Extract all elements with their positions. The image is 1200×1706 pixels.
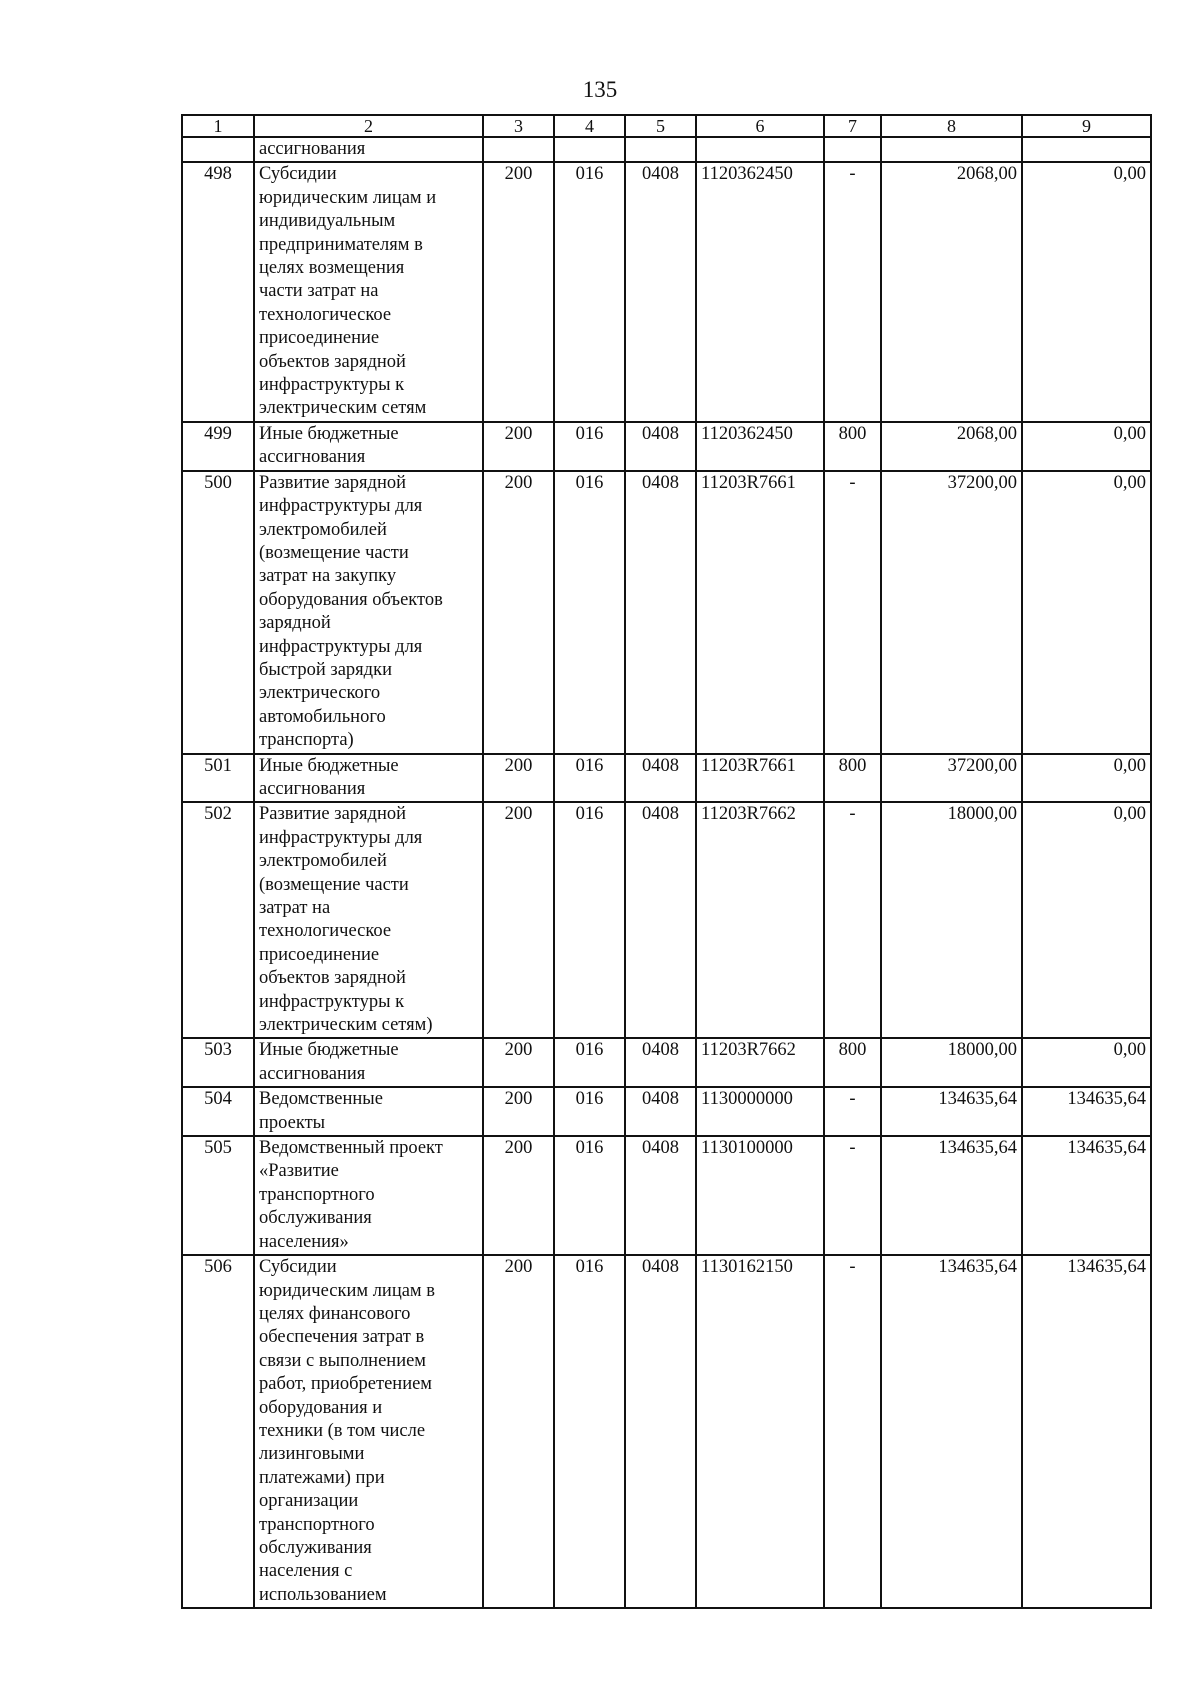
row-name-line: инфраструктуры для xyxy=(259,827,423,848)
column-header: 8 xyxy=(881,115,1022,137)
table-row xyxy=(182,1255,1151,1608)
row-name-line: (возмещение части xyxy=(259,874,409,895)
row-name-line: ассигнования xyxy=(259,778,366,799)
row-number: 504 xyxy=(182,1087,254,1136)
row-name xyxy=(254,137,483,162)
row-name-line: связи с выполнением xyxy=(259,1350,427,1371)
target-article-code: 11203R7661 xyxy=(696,754,824,803)
row-name-line: лизинговыми xyxy=(259,1444,365,1465)
row-name-line: объектов зарядной xyxy=(259,968,406,989)
expense-type-code: - xyxy=(824,1136,881,1255)
expense-type-code: - xyxy=(824,471,881,754)
amount-year-1: 2068,00 xyxy=(881,162,1022,421)
row-name-line: объектов зарядной xyxy=(259,351,406,372)
row-name-line: Субсидии xyxy=(259,1257,337,1278)
expense-type-code: 800 xyxy=(824,422,881,471)
section-code: 0408 xyxy=(625,1038,696,1087)
row-name-line: целях финансового xyxy=(259,1303,411,1324)
row-name-line: обслуживания xyxy=(259,1537,372,1558)
row-name-line: работ, приобретением xyxy=(259,1374,433,1395)
amount-year-1: 18000,00 xyxy=(881,802,1022,1038)
amount-year-2: 0,00 xyxy=(1022,162,1151,421)
row-number: 505 xyxy=(182,1136,254,1255)
row-name-line: инфраструктуры к xyxy=(259,991,405,1012)
row-name xyxy=(254,1136,483,1255)
row-name-line: затрат на закупку xyxy=(259,566,397,587)
amount-year-1: 134635,64 xyxy=(881,1136,1022,1255)
row-name-line: проекты xyxy=(259,1112,326,1133)
column-header: 4 xyxy=(554,115,625,137)
amount-year-1 xyxy=(881,137,1022,162)
row-name-line: населения с xyxy=(259,1561,353,1582)
row-name-line: Развитие зарядной xyxy=(259,804,407,825)
section-code: 0408 xyxy=(625,162,696,421)
column-header: 5 xyxy=(625,115,696,137)
section-code: 0408 xyxy=(625,422,696,471)
table-row xyxy=(182,137,1151,162)
column-header: 2 xyxy=(254,115,483,137)
amount-year-1: 37200,00 xyxy=(881,754,1022,803)
expense-type-code: - xyxy=(824,802,881,1038)
row-name-line: инфраструктуры для xyxy=(259,496,423,517)
row-name-line: техники (в том числе xyxy=(259,1420,426,1441)
department-code: 016 xyxy=(554,802,625,1038)
page-number: 135 xyxy=(582,77,618,102)
row-name-line: целях возмещения xyxy=(259,258,405,279)
row-name xyxy=(254,422,483,471)
table-row xyxy=(182,471,1151,754)
section-code: 0408 xyxy=(625,754,696,803)
table-row xyxy=(182,1136,1151,1255)
admin-code: 200 xyxy=(483,1136,554,1255)
target-article-code: 11203R7661 xyxy=(696,471,824,754)
expense-type-code: - xyxy=(824,162,881,421)
column-header: 3 xyxy=(483,115,554,137)
expense-type-code: 800 xyxy=(824,754,881,803)
row-name-line: транспорта) xyxy=(259,730,354,751)
column-header: 7 xyxy=(824,115,881,137)
column-number-row xyxy=(182,115,1151,137)
amount-year-1: 18000,00 xyxy=(881,1038,1022,1087)
row-name-line: транспортного xyxy=(259,1514,375,1535)
department-code: 016 xyxy=(554,1255,625,1608)
amount-year-1: 37200,00 xyxy=(881,471,1022,754)
row-name-line: части затрат на xyxy=(259,281,379,302)
row-name-line: Иные бюджетные xyxy=(259,1040,399,1061)
budget-table xyxy=(181,114,1152,1609)
row-name-line: электромобилей xyxy=(259,519,387,540)
amount-year-2: 0,00 xyxy=(1022,802,1151,1038)
department-code: 016 xyxy=(554,1087,625,1136)
row-name-line: обслуживания xyxy=(259,1208,372,1229)
row-name xyxy=(254,754,483,803)
expense-type-code: - xyxy=(824,1087,881,1136)
row-name-line: Развитие зарядной xyxy=(259,472,407,493)
row-number: 499 xyxy=(182,422,254,471)
table-row xyxy=(182,422,1151,471)
row-name-line: быстрой зарядки xyxy=(259,659,392,680)
row-name-line: транспортного xyxy=(259,1184,375,1205)
row-name-line: использованием xyxy=(259,1584,387,1605)
row-name-line: автомобильного xyxy=(259,706,386,727)
row-name-line: «Развитие xyxy=(259,1161,339,1182)
row-name xyxy=(254,162,483,421)
admin-code: 200 xyxy=(483,802,554,1038)
amount-year-1: 134635,64 xyxy=(881,1087,1022,1136)
row-name-line: электрическим сетям) xyxy=(259,1015,433,1036)
row-name xyxy=(254,1255,483,1608)
amount-year-2: 134635,64 xyxy=(1022,1136,1151,1255)
amount-year-2: 0,00 xyxy=(1022,754,1151,803)
section-code: 0408 xyxy=(625,1136,696,1255)
section-code: 0408 xyxy=(625,471,696,754)
row-number xyxy=(182,137,254,162)
row-name-line: электрического xyxy=(259,683,381,704)
row-name-line: Ведомственный проект xyxy=(259,1138,443,1159)
row-name-line: ассигнования xyxy=(259,139,366,159)
row-name-line: ассигнования xyxy=(259,1063,366,1084)
target-article-code: 1120362450 xyxy=(696,422,824,471)
row-name-line: предпринимателям в xyxy=(259,234,423,255)
amount-year-2 xyxy=(1022,137,1151,162)
table-row xyxy=(182,162,1151,421)
row-name-line: организации xyxy=(259,1491,359,1512)
admin-code: 200 xyxy=(483,754,554,803)
amount-year-1: 2068,00 xyxy=(881,422,1022,471)
row-name-line: юридическим лицам и xyxy=(259,187,437,208)
row-name-line: технологическое xyxy=(259,304,392,325)
department-code: 016 xyxy=(554,422,625,471)
row-number: 500 xyxy=(182,471,254,754)
row-name xyxy=(254,802,483,1038)
admin-code: 200 xyxy=(483,1087,554,1136)
row-name-line: Ведомственные xyxy=(259,1089,383,1110)
amount-year-2: 0,00 xyxy=(1022,471,1151,754)
row-name-line: присоединение xyxy=(259,328,380,349)
table-row xyxy=(182,802,1151,1038)
admin-code: 200 xyxy=(483,471,554,754)
row-name-line: технологическое xyxy=(259,921,392,942)
row-name-line: затрат на xyxy=(259,898,331,918)
admin-code: 200 xyxy=(483,1255,554,1608)
admin-code: 200 xyxy=(483,1038,554,1087)
expense-type-code: 800 xyxy=(824,1038,881,1087)
admin-code: 200 xyxy=(483,162,554,421)
column-header: 1 xyxy=(182,115,254,137)
row-name-line: инфраструктуры для xyxy=(259,636,423,657)
row-number: 498 xyxy=(182,162,254,421)
department-code: 016 xyxy=(554,1136,625,1255)
column-header: 9 xyxy=(1022,115,1151,137)
row-name-line: юридическим лицам в xyxy=(259,1280,436,1301)
amount-year-2: 0,00 xyxy=(1022,422,1151,471)
amount-year-2: 134635,64 xyxy=(1022,1087,1151,1136)
section-code xyxy=(625,137,696,162)
row-name-line: платежами) при xyxy=(259,1467,385,1488)
target-article-code: 1130100000 xyxy=(696,1136,824,1255)
row-name-line: Субсидии xyxy=(259,164,337,185)
target-article-code: 1130000000 xyxy=(696,1087,824,1136)
department-code: 016 xyxy=(554,1038,625,1087)
row-name-line: населения» xyxy=(259,1231,349,1252)
amount-year-1: 134635,64 xyxy=(881,1255,1022,1608)
target-article-code: 11203R7662 xyxy=(696,1038,824,1087)
row-name-line: Иные бюджетные xyxy=(259,423,399,444)
expense-type-code xyxy=(824,137,881,162)
department-code: 016 xyxy=(554,471,625,754)
row-name xyxy=(254,1087,483,1136)
section-code: 0408 xyxy=(625,1255,696,1608)
section-code: 0408 xyxy=(625,802,696,1038)
row-name-line: электромобилей xyxy=(259,851,387,872)
amount-year-2: 134635,64 xyxy=(1022,1255,1151,1608)
row-name-line: Иные бюджетные xyxy=(259,755,399,776)
expense-type-code: - xyxy=(824,1255,881,1608)
row-name xyxy=(254,471,483,754)
row-name xyxy=(254,1038,483,1087)
admin-code: 200 xyxy=(483,422,554,471)
admin-code xyxy=(483,137,554,162)
row-number: 506 xyxy=(182,1255,254,1608)
section-code: 0408 xyxy=(625,1087,696,1136)
row-name-line: электрическим сетям xyxy=(259,398,427,419)
column-header: 6 xyxy=(696,115,824,137)
row-name-line: присоединение xyxy=(259,944,380,965)
table-row xyxy=(182,1087,1151,1136)
target-article-code: 1130162150 xyxy=(696,1255,824,1608)
row-name-line: ассигнования xyxy=(259,447,366,468)
row-name-line: зарядной xyxy=(259,613,331,634)
row-name-line: оборудования объектов xyxy=(259,589,443,610)
amount-year-2: 0,00 xyxy=(1022,1038,1151,1087)
target-article-code xyxy=(696,137,824,162)
target-article-code: 11203R7662 xyxy=(696,802,824,1038)
department-code: 016 xyxy=(554,754,625,803)
table-row xyxy=(182,754,1151,803)
row-number: 502 xyxy=(182,802,254,1038)
row-name-line: оборудования и xyxy=(259,1397,383,1418)
row-number: 503 xyxy=(182,1038,254,1087)
target-article-code: 1120362450 xyxy=(696,162,824,421)
row-number: 501 xyxy=(182,754,254,803)
department-code: 016 xyxy=(554,162,625,421)
department-code xyxy=(554,137,625,162)
row-name-line: инфраструктуры к xyxy=(259,375,405,396)
row-name-line: (возмещение части xyxy=(259,542,409,563)
row-name-line: обеспечения затрат в xyxy=(259,1327,425,1348)
table-row xyxy=(182,1038,1151,1087)
row-name-line: индивидуальным xyxy=(259,211,396,232)
